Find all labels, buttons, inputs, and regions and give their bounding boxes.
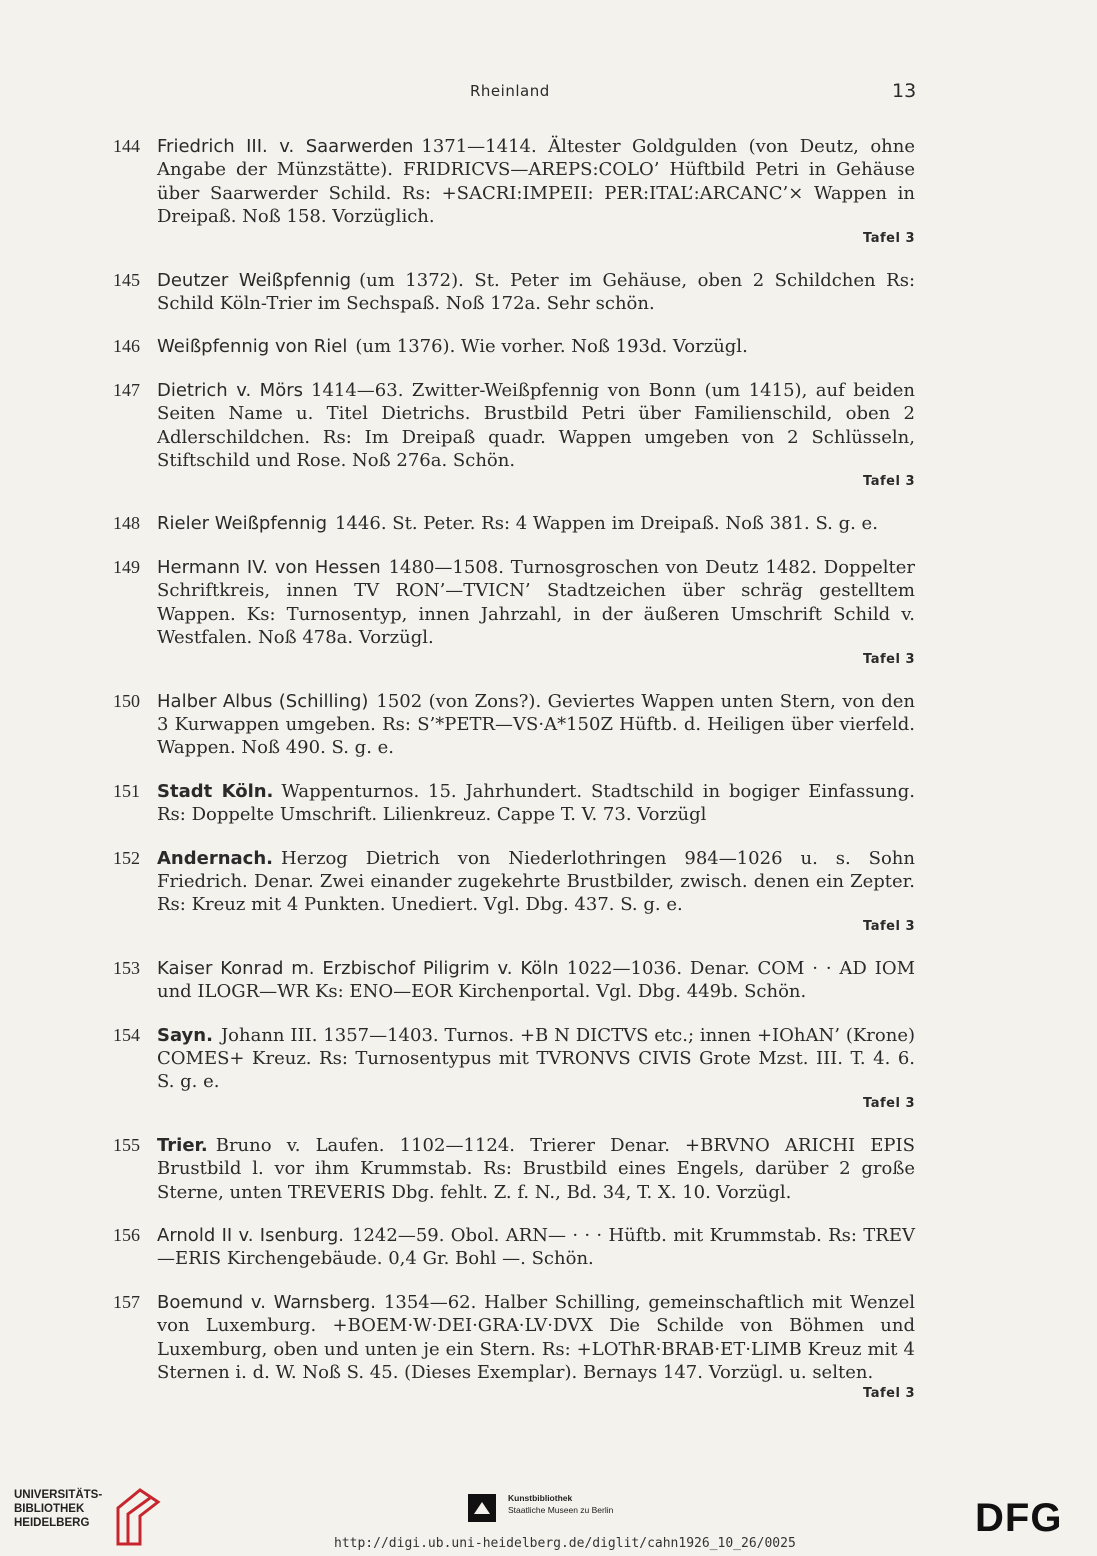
catalog-entry [113,780,915,827]
entry-description [157,135,915,229]
catalog-entry [113,847,915,937]
entry-number: 146 [113,336,140,357]
entry-heading: Hermann IV. von Hessen [157,556,381,578]
university-library-logo[interactable] [14,1484,174,1554]
running-head [0,82,1097,106]
entry-description [157,269,916,316]
tafel-reference: Tafel 3 [863,918,915,934]
catalog-entry [113,1224,915,1271]
tafel-reference: Tafel 3 [863,1095,915,1111]
entry-number: 155 [113,1134,140,1155]
footer [0,1470,1097,1556]
entry-number: 149 [113,556,140,577]
tafel-reference: Tafel 3 [863,651,915,667]
entry-text: 1242—59. Obol. ARN— · · · Hüftb. mit Krummstab. Rs: TREV—ERIS Kirchengebäude. 0,4 Gr. Bohl —. Schön. [157,1225,915,1270]
entry-text: Johann III. 1357—1403. Turnos. +B N DICTVS etc.; innen +IOhAN’ (Krone) COMES+ Kreuz. Rs: Turnosentypus mit TVRONVS CIVIS Grote Mzst. III. T. 4. 6. S. g. e. [157,1024,915,1093]
entry-description [157,1134,915,1204]
source-url-link[interactable]: http://digi.ub.uni-heidelberg.de/diglit/cahn1926_10_26/0025 [334,1536,796,1551]
entry-number: 147 [113,379,140,400]
entry-text: 1446. St. Peter. Rs: 4 Wappen im Dreipaß. Noß 381. S. g. e. [335,513,878,535]
dfg-logo[interactable] [975,1498,1062,1538]
catalog-entry [113,335,915,358]
entry-heading: Arnold II v. Isenburg. [157,1225,345,1246]
entry-heading: Weißpfennig von Riel [157,336,348,358]
entry-number: 157 [113,1291,140,1312]
entry-text: (um 1372). St. Peter im Gehäuse, oben 2 Schildchen Rs: Schild Köln-Trier im Sechspaß. Noß 172a. Sehr schön. [157,269,916,315]
catalog-entry [113,379,915,493]
catalog-entry [113,512,915,535]
entry-number: 150 [113,690,140,711]
entry-heading: Dietrich v. Mörs [157,379,303,401]
catalog-entry [113,269,915,316]
tafel-reference: Tafel 3 [863,1386,915,1402]
entry-text: (um 1376). Wie vorher. Noß 193d. Vorzügl. [355,336,748,358]
entry-number: 152 [113,847,140,868]
kunstbibliothek-subtitle: Staatliche Museen zu Berlin [508,1505,614,1515]
entry-text: Wappenturnos. 15. Jahrhundert. Stadtschild in bogiger Einfassung. Rs: Doppelte Umschrift. Lilienkreuz. Cappe T. V. 73. Vorzügl [157,780,915,826]
kunstbibliothek-logo[interactable] [466,1486,666,1526]
entry-description [157,1224,915,1271]
entry-text: 1022—1036. Denar. COM · · AD IOM und ILOGR—WR Ks: ENO—EOR Kirchenportal. Vgl. Dbg. 449b. Schön. [157,957,916,1003]
entry-text: 1414—63. Zwitter-Weißpfennig von Bonn (um 1415), auf beiden Seiten Name u. Titel Dietrichs. Brustbild Petri über Familienschild, oben 2 Adlerschildchen. Rs: Im Dreipaß quadr. Wappen umgeben von 2 Schlüsseln, Stiftschild und Rose. Noß 276a. Schön. [157,379,915,472]
entry-number: 154 [113,1024,140,1045]
catalog-entry [113,690,915,760]
entry-heading: Halber Albus (Schilling) [157,690,369,712]
catalog-entry [113,1134,915,1204]
catalog-entry [113,1291,915,1405]
entry-heading: Andernach. [157,847,273,869]
entry-number: 153 [113,957,140,978]
entry-number: 145 [113,269,140,290]
university-library-name: UNIVERSITÄTS- BIBLIOTHEK HEIDELBERG [14,1489,103,1529]
entry-heading: Boemund v. Warnsberg. [157,1291,376,1313]
tafel-reference: Tafel 3 [863,230,915,246]
entry-description [157,335,915,358]
entry-heading: Rieler Weißpfennig [157,513,328,535]
entry-description [157,690,915,760]
entry-description [157,379,915,473]
running-head-title: Rheinland [470,82,550,100]
entry-description [157,1024,915,1094]
entry-heading: Friedrich III. v. Saarwerden [157,136,414,157]
entry-number: 144 [113,136,140,156]
entry-text: Herzog Dietrich von Niederlothringen 984—1026 u. s. Sohn Friedrich. Denar. Zwei einander zugekehrte Brustbilder, zwisch. denen ein Zepter. Rs: Kreuz mit 4 Punkten. Unediert. Vgl. Dbg. 437. S. g. e. [157,847,915,916]
catalog-entry [113,1024,915,1114]
kunstbibliothek-emblem-icon [466,1492,498,1524]
catalog-entry [113,556,915,670]
entry-description [157,512,915,535]
catalog-entries [113,135,915,1424]
entry-description [157,1291,915,1385]
university-library-emblem-icon [110,1484,166,1548]
dfg-wordmark: DFG [975,1496,1063,1540]
entry-heading: Trier. [157,1134,208,1156]
entry-description [157,957,916,1004]
entry-heading: Deutzer Weißpfennig [157,269,352,291]
kunstbibliothek-name: Kunstbibliothek [508,1493,573,1503]
entry-text: Bruno v. Laufen. 1102—1124. Trierer Denar. +BRVNO ARICHI EPIS Brustbild l. vor ihm Krummstab. Rs: Brustbild eines Engels, darüber 2 große Sterne, unten TREVERIS Dbg. fehlt. Z. f. N., Bd. 34, T. X. 10. Vorzügl. [157,1134,915,1203]
entry-heading: Kaiser Konrad m. Erzbischof Piligrim v. Köln [157,957,559,979]
entry-number: 151 [113,780,140,801]
entry-heading: Stadt Köln. [157,780,274,802]
entry-text: 1480—1508. Turnosgroschen von Deutz 1482. Doppelter Schriftkreis, innen TV RON’—TVICN’ Stadtzeichen über schräg gestelltem Wappen. Ks: Turnosentyp, innen Jahrzahl, in der äußeren Umschrift Schild v. Westfalen. Noß 478a. Vorzügl. [157,556,915,649]
entry-text: 1502 (von Zons?). Geviertes Wappen unten Stern, von den 3 Kurwappen umgeben. Rs: S’*PETR—VS·A*150Z Hüftb. d. Heiligen über vierfeld. Wappen. Noß 490. S. g. e. [157,690,915,759]
entry-description [157,556,915,650]
page-number: 13 [892,80,917,102]
entry-number: 156 [113,1225,140,1245]
catalog-entry [113,957,915,1004]
catalog-entry [113,135,915,249]
entry-description [157,847,915,917]
entry-heading: Sayn. [157,1024,213,1046]
entry-text: 1371—1414. Ältester Goldgulden (von Deutz, ohne Angabe der Münzstätte). FRIDRICVS—AREPS:COLO’ Hüftbild Petri in Gehäuse über Saarwerder Schild. Rs: +SACRI:IMPEII: PER:ITAL’:ARCANC’× Wappen in Dreipaß. Noß 158. Vorzüglich. [157,136,915,228]
entry-text: 1354—62. Halber Schilling, gemeinschaftlich mit Wenzel von Luxemburg. +BOEM·W·DEI·GRA·LV·DVX Die Schilde von Böhmen und Luxemburg, oben und unten je ein Stern. Rs: +LOThR·BRAB·ET·LIMB Kreuz mit 4 Sternen i. d. W. Noß S. 45. (Dieses Exemplar). Bernays 147. Vorzügl. u. selten. [157,1291,915,1384]
entry-number: 148 [113,513,140,534]
entry-description [157,780,915,827]
tafel-reference: Tafel 3 [863,474,915,490]
